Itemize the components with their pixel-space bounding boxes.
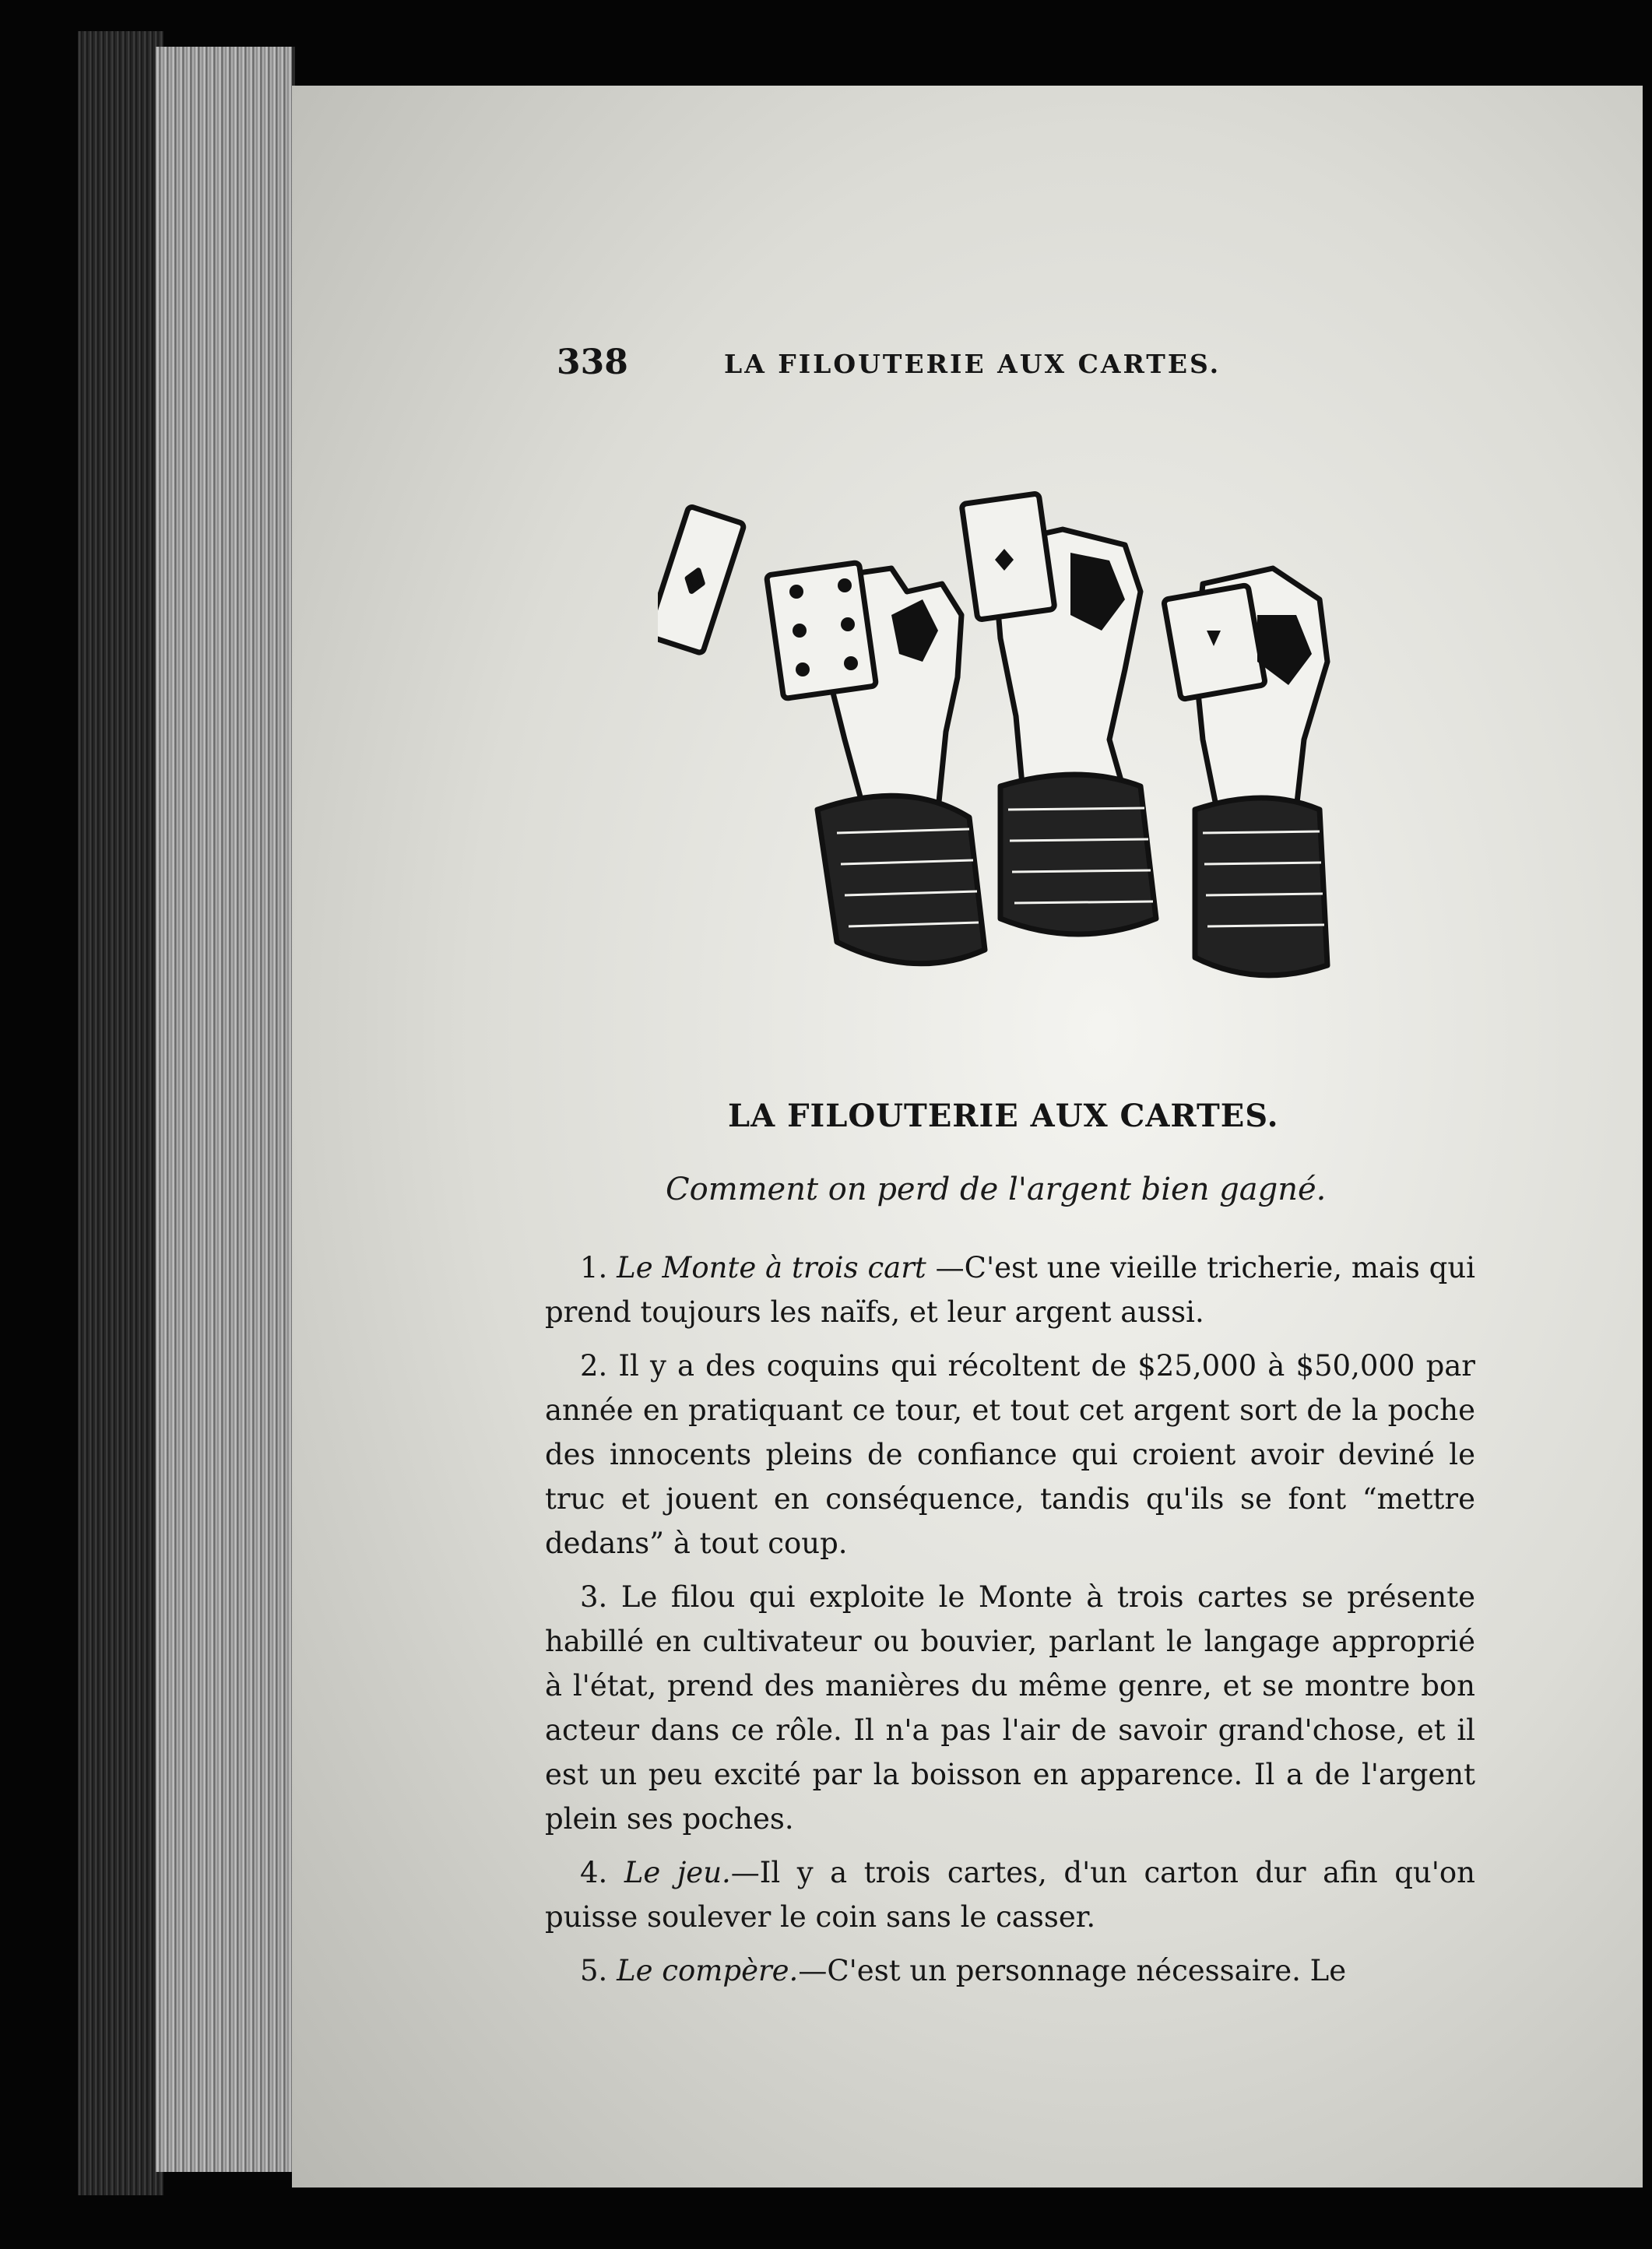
paragraph-2 xyxy=(545,1344,1475,1566)
paragraph-3 xyxy=(545,1575,1475,1841)
page-header xyxy=(557,343,1569,397)
stacked-page-edges xyxy=(156,47,295,2172)
article-subtitle: Comment on perd de l'argent bien gagné. xyxy=(666,1172,1327,1207)
paragraph-lead: Le compère. xyxy=(617,1954,799,1987)
paragraph-text: Il y a des coquins qui récoltent de $25,000 à $50,000 par année en pratiquant ce tour, et tout cet argent sort de la poche des innocents pleins de confiance qui croient avoir deviné le truc et jouent en conséquence, tandis qu'ils se font “mettre dedans” à tout coup. xyxy=(545,1349,1475,1560)
paragraph-text: —C'est une vieille tricherie, mais qui prend toujours les naïfs, et leur argent aussi. xyxy=(545,1251,1475,1329)
paragraph-lead: Le jeu. xyxy=(624,1856,731,1889)
paragraph-lead: Le Monte à trois cart xyxy=(617,1251,926,1284)
flying-card xyxy=(658,506,744,654)
book-spine-edge xyxy=(78,31,163,2195)
hand-left xyxy=(766,562,985,963)
paragraph-text: —C'est un personnage nécessaire. Le xyxy=(798,1954,1347,1987)
paragraph-number: 4. xyxy=(580,1856,608,1889)
paragraph-4 xyxy=(545,1850,1475,1939)
hand-right xyxy=(1164,568,1327,975)
paragraph-number: 3. xyxy=(580,1580,608,1614)
hands-holding-playing-cards-icon xyxy=(658,483,1343,1020)
paragraph-number: 5. xyxy=(580,1954,608,1987)
paragraph-number: 1. xyxy=(580,1251,608,1284)
paragraph-1 xyxy=(545,1246,1475,1334)
book-page xyxy=(292,86,1643,2188)
article-body xyxy=(545,1246,1475,2002)
paragraph-text: —Il y a trois cartes, d'un carton dur afin qu'on puisse soulever le coin sans le casser. xyxy=(545,1856,1476,1934)
paragraph-5 xyxy=(545,1949,1475,1993)
article-title: LA FILOUTERIE AUX CARTES. xyxy=(728,1098,1279,1134)
paragraph-text: Le filou qui exploite le Monte à trois cartes se présente habillé en cultivateur ou bouvier, parlant le langage approprié à l'état, prend des manières du même genre, et se montre bon acteur dans ce rôle. Il n'a pas l'air de savoir grand'chose, et il est un peu excité par la boisson en apparence. Il a de l'argent plein ses poches. xyxy=(545,1580,1475,1836)
paragraph-number: 2. xyxy=(580,1349,608,1383)
page-number: 338 xyxy=(557,343,628,382)
hand-middle xyxy=(961,494,1156,934)
running-head: LA FILOUTERIE AUX CARTES. xyxy=(724,349,1221,379)
